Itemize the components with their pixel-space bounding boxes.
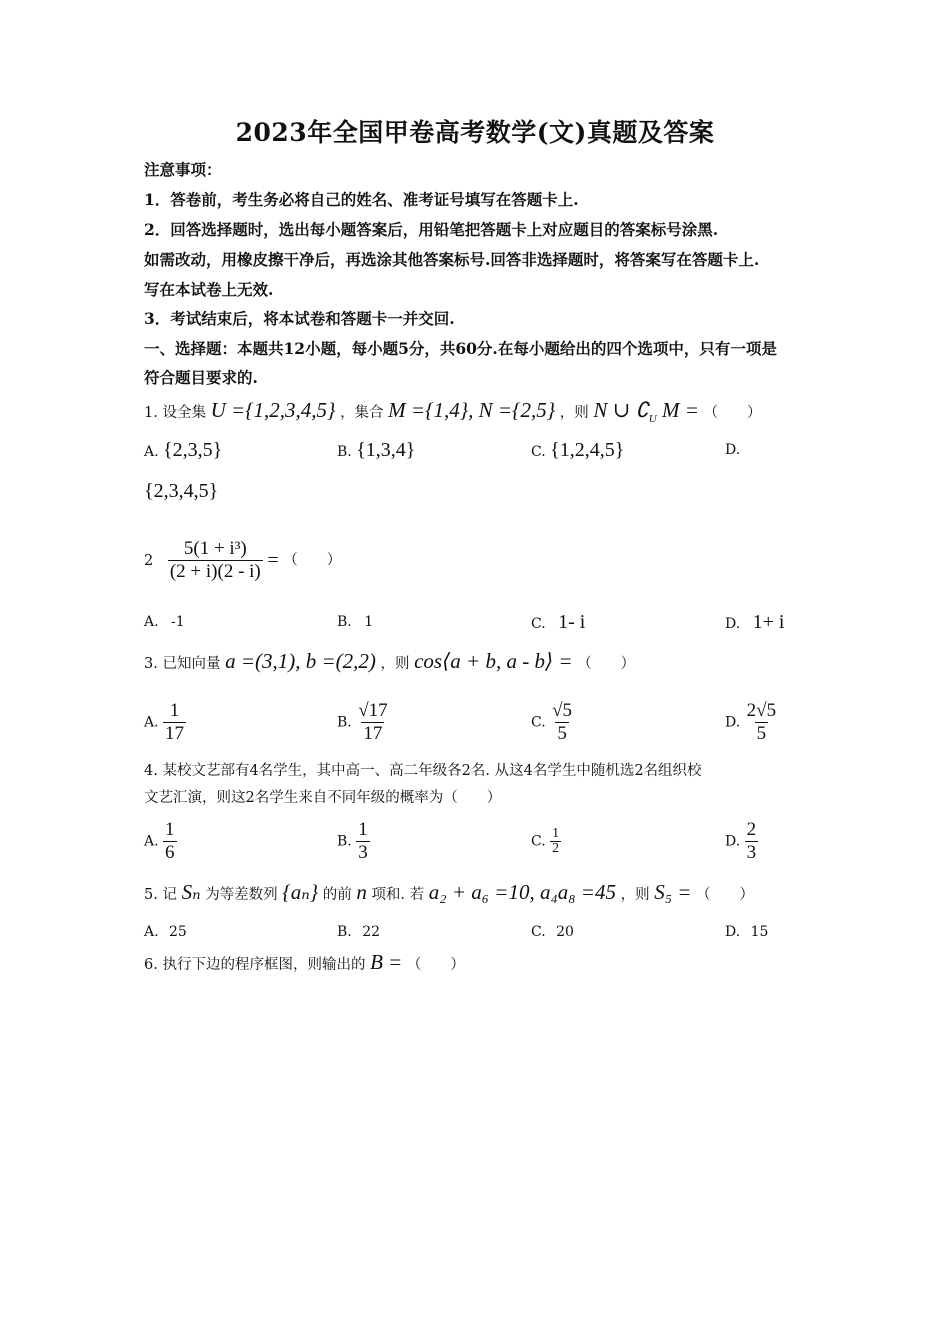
note-2: 2．回答选择题时，选出每小题答案后，用铅笔把答题卡上对应题目的答案标号涂黑. [144, 220, 719, 239]
question-4-line-1: 4. 某校文艺部有4名学生，其中高一、高二年级各2名. 从这4名学生中随机选2名组织校 [144, 763, 702, 779]
fraction-numerator: √17 [358, 700, 388, 721]
q1-option-d-value [144, 481, 218, 503]
fraction-numerator: 2√5 [746, 700, 777, 721]
notes-heading: 注意事项： [144, 160, 222, 179]
q5-n: n [356, 880, 367, 904]
q5-text-3: 项和. 若 [371, 887, 425, 903]
q3-vectors: a =(3,1), b =(2,2) [225, 649, 376, 673]
q5-text-2: 的前 [322, 887, 352, 903]
q6-prefix: 6. 执行下边的程序框图，则输出的 [144, 957, 366, 973]
page-title: 2023年全国甲卷高考数学(文)真题及答案 [235, 118, 715, 147]
option-label: D. [725, 442, 741, 458]
q4-option-d[interactable] [725, 819, 758, 864]
option-value: 15 [750, 924, 769, 940]
option-value: 25 [169, 924, 187, 940]
q2-fraction [168, 538, 263, 583]
q5-option-d[interactable] [725, 922, 768, 942]
option-label: D. [725, 924, 741, 940]
q3-option-d[interactable] [725, 700, 778, 745]
q1-universal-set: U ={1,2,3,4,5} [210, 398, 336, 422]
section-heading: 一、选择题：本题共12小题，每小题5分，共60分.在每小题给出的四个选项中，只有一项是 [144, 339, 777, 358]
q2-denominator: (2 + i)(2 - i) [169, 561, 261, 582]
q5-conditions: a₂ + a₆ =10, a₄a₈ =45 [428, 880, 616, 904]
option-label: D. [725, 833, 741, 850]
q1-sets: M ={1,4}, N ={2,5} [388, 398, 556, 422]
q3-answer-blank: （ ） [577, 656, 636, 672]
fraction-denominator: 5 [557, 723, 567, 744]
option-label: C. [531, 833, 546, 850]
q3-prefix: 3. 已知向量 [144, 656, 221, 672]
q2-option-a[interactable] [144, 612, 185, 632]
option-label: C. [531, 714, 546, 731]
q1-text: ，集合 [340, 405, 384, 421]
question-2 [144, 538, 341, 583]
option-label: B. [337, 714, 352, 731]
option-label: B. [337, 833, 352, 850]
q2-numerator: 5(1 + i³) [183, 538, 247, 559]
option-value: -1 [171, 614, 185, 630]
option-label: C. [531, 924, 546, 940]
fraction-denominator: 3 [358, 842, 368, 863]
option-label: A. [144, 444, 159, 460]
q1-answer-blank: （ ） [703, 405, 762, 421]
q4-option-c[interactable] [531, 827, 561, 856]
option-label: A. [144, 924, 159, 940]
question-6 [144, 952, 465, 975]
q3-option-a[interactable] [144, 700, 186, 745]
q6-b: B = [370, 950, 403, 974]
q1-option-b[interactable] [337, 440, 415, 462]
option-label: B. [337, 614, 352, 630]
option-fraction [550, 700, 574, 745]
q6-answer-blank: （ ） [406, 957, 465, 973]
option-value: 20 [556, 924, 574, 940]
note-1: 1．答卷前，考生务必将自己的姓名、准考证号填写在答题卡上. [144, 190, 579, 209]
fraction-numerator: 1 [358, 819, 368, 840]
option-label: B. [337, 924, 352, 940]
q2-option-c[interactable] [531, 612, 585, 634]
note-3: 3．考试结束后，将本试卷和答题卡一并交回. [144, 309, 455, 328]
option-fraction [550, 827, 561, 856]
q4-option-b[interactable] [337, 819, 370, 864]
fraction-denominator: 3 [746, 842, 757, 863]
note-2-end: 写在本试卷上无效. [144, 280, 274, 299]
q3-expression: cos⟨a + b, a - b⟩ = [414, 649, 573, 673]
fraction-denominator: 17 [363, 723, 383, 744]
q5-prefix: 5. 记 [144, 887, 177, 903]
option-fraction [745, 700, 778, 745]
question-5 [144, 882, 754, 905]
q3-option-b[interactable] [337, 700, 390, 745]
q1-expr-main: N ∪ ∁ [593, 398, 649, 422]
fraction-denominator: 6 [165, 842, 175, 863]
q1-option-c[interactable] [531, 440, 624, 462]
fraction-numerator: √5 [552, 700, 573, 721]
fraction-numerator: 1 [169, 700, 180, 721]
q5-answer-blank: （ ） [696, 887, 755, 903]
option-value: 1 [364, 614, 374, 630]
question-3 [144, 651, 635, 674]
option-label: A. [144, 714, 159, 731]
option-value: 1+ i [752, 611, 785, 633]
option-value: {2,3,4,5} [144, 480, 219, 502]
fraction-denominator: 17 [165, 723, 185, 744]
q5-option-b[interactable] [337, 922, 380, 942]
q3-option-c[interactable] [531, 700, 574, 745]
option-label: A. [144, 833, 159, 850]
fraction-denominator: 2 [552, 841, 560, 856]
option-fraction [163, 700, 186, 745]
option-label: D. [725, 714, 741, 731]
section-heading-end: 符合题目要求的. [144, 368, 258, 387]
fraction-numerator: 1 [165, 819, 175, 840]
option-value: {1,2,4,5} [550, 439, 625, 461]
q5-option-c[interactable] [531, 922, 574, 942]
question-4-line-2: 文艺汇演，则这2名学生来自不同年级的概率为（ ） [144, 790, 502, 806]
option-fraction [163, 819, 177, 864]
option-label: C. [531, 444, 546, 460]
q2-option-b[interactable] [337, 612, 373, 632]
q2-equals: = [267, 549, 279, 572]
q5-sequence: {aₙ} [282, 880, 319, 904]
option-label: A. [144, 614, 159, 630]
option-fraction [356, 700, 389, 745]
q1-expr-m: M = [662, 398, 699, 422]
fraction-denominator: 5 [756, 723, 767, 744]
q2-option-d[interactable] [725, 612, 784, 634]
q5-text-4: ，则 [620, 887, 650, 903]
q3-text: ，则 [380, 656, 410, 672]
fraction-numerator: 1 [552, 826, 560, 841]
option-value: {2,3,5} [163, 439, 223, 461]
option-label: D. [725, 616, 741, 632]
q5-option-a[interactable] [144, 922, 187, 942]
q4-option-a[interactable] [144, 819, 177, 864]
note-2-continued: 如需改动，用橡皮擦干净后，再选涂其他答案标号.回答非选择题时，将答案写在答题卡上. [144, 250, 760, 269]
q1-option-d[interactable] [725, 440, 740, 460]
option-label: C. [531, 616, 546, 632]
q2-answer-blank: （ ） [283, 552, 342, 569]
option-fraction [356, 819, 370, 864]
q5-s5: S₅ = [654, 880, 692, 904]
q1-prefix: 1. 设全集 [144, 405, 206, 421]
option-fraction [745, 819, 759, 864]
option-label: B. [337, 444, 352, 460]
q5-sn: Sₙ [181, 880, 201, 904]
option-value: 22 [362, 924, 381, 940]
q1-text-2: ，则 [559, 405, 589, 421]
option-value: {1,3,4} [356, 439, 416, 461]
option-value: 1- i [558, 611, 586, 633]
q2-number: 2 [144, 552, 154, 569]
fraction-numerator: 2 [746, 819, 757, 840]
q1-expression [593, 398, 699, 426]
question-1 [144, 400, 762, 429]
q1-expr-sub: U [648, 413, 657, 426]
q1-option-a[interactable] [144, 440, 222, 462]
q5-text-1: 为等差数列 [205, 887, 278, 903]
